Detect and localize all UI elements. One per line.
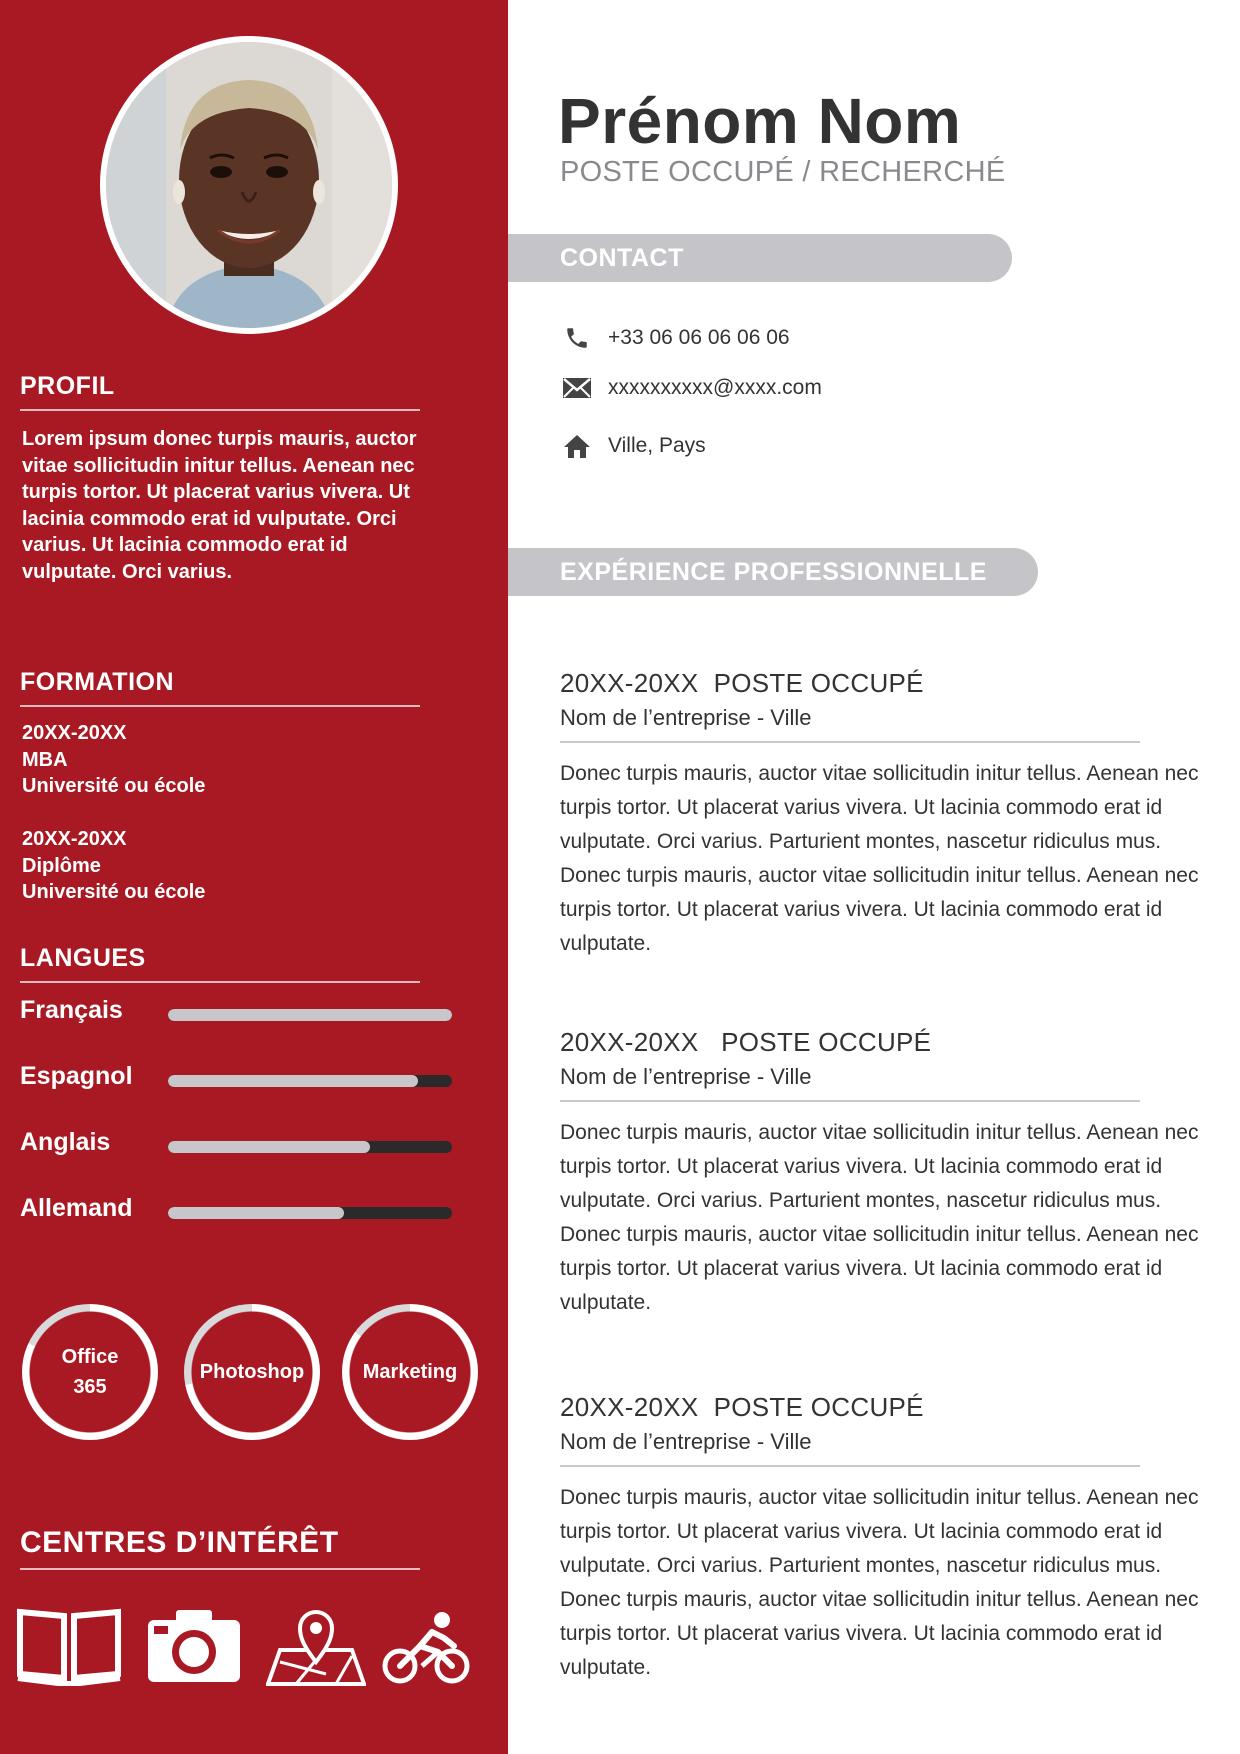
camera-icon — [146, 1606, 242, 1686]
experience-company: Nom de l’entreprise - Ville — [560, 1429, 1140, 1467]
contact-heading: CONTACT — [508, 234, 1012, 282]
experience-description: Donec turpis mauris, auctor vitae sollicitudin initur tellus. Aenean nec turpis tortor. Ut placerat varius vivera. Ut lacinia commodo erat id vulputate. Orci varius. Parturient montes, nascetur ridiculus mus. Donec turpis mauris, auctor vitae sollicitudin initur tellus. Aenean nec turpis tortor. Ut placerat varius vivera. Ut lacinia commodo erat id vulputate. — [560, 1486, 1199, 1679]
formation-degree: MBA — [22, 748, 68, 771]
formation-degree: Diplôme — [22, 854, 101, 877]
language-level-fill — [168, 1141, 370, 1153]
formation-entry — [22, 826, 442, 906]
language-name: Allemand — [20, 1194, 133, 1222]
formation-years: 20XX-20XX — [22, 722, 127, 744]
skill-label: Marketing — [362, 1361, 458, 1383]
langues-heading: LANGUES — [20, 944, 420, 983]
language-row — [20, 996, 460, 1032]
portrait-illustration — [106, 42, 392, 328]
experience-title: 20XX-20XX POSTE OCCUPÉ — [560, 1392, 924, 1422]
full-name: Prénom Nom — [558, 85, 962, 157]
home-icon — [562, 431, 592, 461]
language-level-fill — [168, 1009, 452, 1021]
book-icon — [16, 1606, 122, 1686]
experience-heading: EXPÉRIENCE PROFESSIONNELLE — [508, 548, 1038, 596]
skill-label: Photoshop — [199, 1361, 305, 1383]
experience-company: Nom de l’entreprise - Ville — [560, 1064, 1140, 1102]
language-level-fill — [168, 1075, 418, 1087]
job-title: POSTE OCCUPÉ / RECHERCHÉ — [560, 156, 1006, 188]
language-row — [20, 1194, 460, 1230]
experience-title: 20XX-20XX POSTE OCCUPÉ — [560, 668, 924, 698]
cyclist-icon — [382, 1610, 470, 1686]
skill-label: Office 365 — [61, 1346, 119, 1398]
formation-years: 20XX-20XX — [22, 828, 127, 850]
formation-school: Université ou école — [22, 775, 206, 797]
skill-circle-office — [22, 1304, 158, 1440]
experience-item — [560, 1027, 1220, 1320]
email-address: xxxxxxxxxx@xxxx.com — [608, 376, 822, 399]
language-level-bar — [168, 1009, 452, 1021]
contact-email — [562, 372, 822, 404]
profil-heading: PROFIL — [20, 372, 420, 411]
language-level-bar — [168, 1075, 452, 1087]
skill-circle-photoshop — [184, 1304, 320, 1440]
language-row — [20, 1062, 460, 1098]
language-name: Espagnol — [20, 1062, 133, 1090]
contact-location — [562, 430, 706, 462]
profil-text: Lorem ipsum donec turpis mauris, auctor vitae sollicitudin initur tellus. Aenean nec turpis tortor. Ut placerat varius vivera. Ut lacinia commodo erat id vulputate. Orci varius. Ut lacinia commodo erat id vulputate. Orci varius. — [22, 428, 417, 583]
experience-title: 20XX-20XX POSTE OCCUPÉ — [560, 1027, 932, 1057]
skill-circle-marketing — [342, 1304, 478, 1440]
profile-photo — [100, 36, 398, 334]
language-name: Anglais — [20, 1128, 111, 1156]
phone-number: +33 06 06 06 06 06 — [608, 326, 790, 349]
experience-company: Nom de l’entreprise - Ville — [560, 705, 1140, 743]
experience-item — [560, 668, 1220, 961]
language-name: Français — [20, 996, 123, 1024]
location: Ville, Pays — [608, 434, 706, 457]
formation-school: Université ou école — [22, 881, 206, 903]
formation-entry — [22, 720, 442, 800]
contact-phone — [562, 322, 790, 354]
experience-description: Donec turpis mauris, auctor vitae sollicitudin initur tellus. Aenean nec turpis tortor. Ut placerat varius vivera. Ut lacinia commodo erat id vulputate. Orci varius. Parturient montes, nascetur ridiculus mus. Donec turpis mauris, auctor vitae sollicitudin initur tellus. Aenean nec turpis tortor. Ut placerat varius vivera. Ut lacinia commodo erat id vulputate. — [560, 1121, 1199, 1314]
language-level-fill — [168, 1207, 344, 1219]
sidebar — [0, 0, 508, 1754]
language-level-bar — [168, 1141, 452, 1153]
interets-heading: CENTRES D’INTÉRÊT — [20, 1526, 420, 1570]
language-level-bar — [168, 1207, 452, 1219]
map-pin-icon — [266, 1600, 366, 1686]
formation-heading: FORMATION — [20, 668, 420, 707]
experience-description: Donec turpis mauris, auctor vitae sollicitudin initur tellus. Aenean nec turpis tortor. Ut placerat varius vivera. Ut lacinia commodo erat id vulputate. Orci varius. Parturient montes, nascetur ridiculus mus. Donec turpis mauris, auctor vitae sollicitudin initur tellus. Aenean nec turpis tortor. Ut placerat varius vivera. Ut lacinia commodo erat id vulputate. — [560, 762, 1199, 955]
language-row — [20, 1128, 460, 1164]
phone-icon — [562, 323, 592, 353]
experience-item — [560, 1392, 1220, 1685]
envelope-icon — [562, 373, 592, 403]
